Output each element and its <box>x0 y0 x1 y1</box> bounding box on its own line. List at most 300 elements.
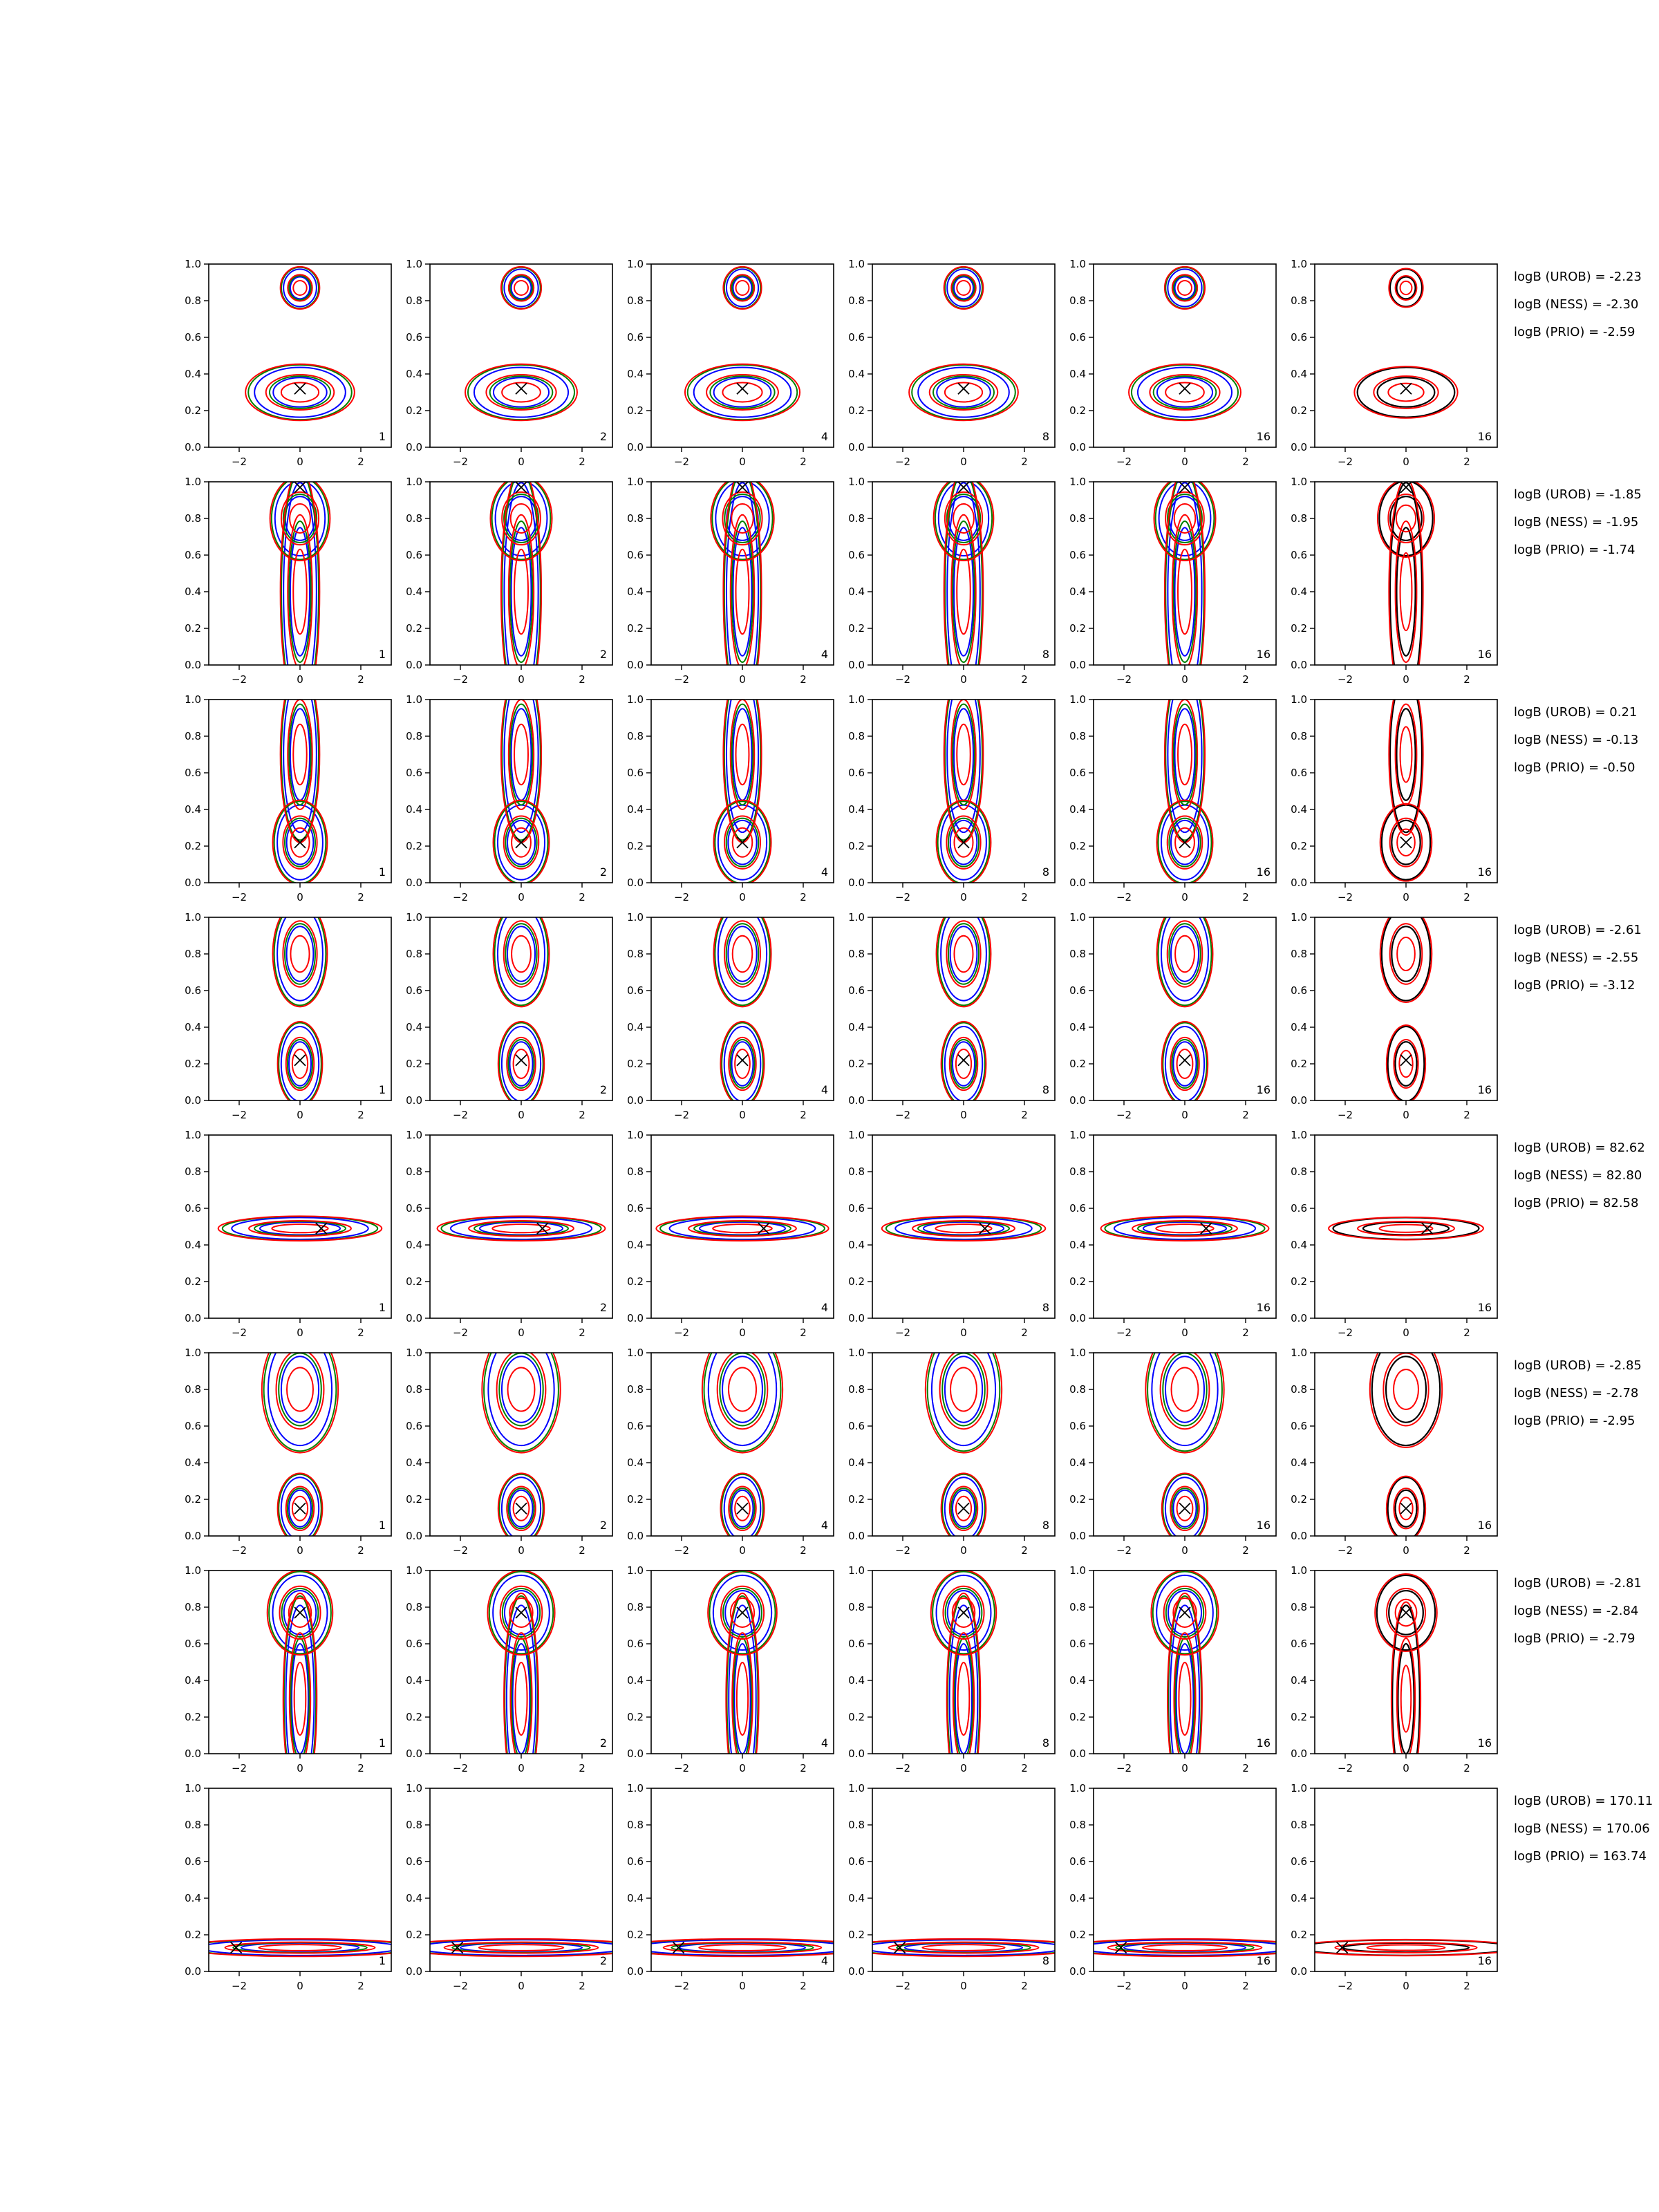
logb-prio-text: logB (PRIO) = 163.74 <box>1514 1849 1647 1864</box>
x-tick-label: 2 <box>357 1544 364 1557</box>
reference-contour-line <box>1396 709 1415 800</box>
ness-contour-line <box>1172 1040 1197 1088</box>
y-tick-label: 0.0 <box>627 1312 644 1324</box>
ness-contour-line <box>248 365 352 420</box>
panel-r1-c5 <box>1069 258 1276 468</box>
prio-contour-line <box>1172 274 1197 301</box>
x-tick-label: −2 <box>1116 1980 1132 1992</box>
true-value-marker <box>737 1055 748 1066</box>
prio-contour-line <box>656 1216 828 1241</box>
prio-contour-line <box>951 515 975 669</box>
true-value-marker <box>1201 1223 1212 1234</box>
x-tick-label: 0 <box>297 891 303 903</box>
y-tick-label: 0.2 <box>627 404 644 417</box>
x-tick-label: −2 <box>231 1980 247 1992</box>
true-value-marker <box>537 1223 548 1234</box>
panel-annotation: 16 <box>1256 865 1271 879</box>
y-tick-label: 0.0 <box>848 441 865 453</box>
panel-annotation: 4 <box>821 865 828 879</box>
y-tick-label: 0.6 <box>1291 331 1307 344</box>
y-tick-label: 1.0 <box>185 258 201 270</box>
true-value-marker <box>958 383 969 394</box>
x-tick-label: 0 <box>1403 1544 1409 1557</box>
y-tick-label: 0.0 <box>1291 659 1307 671</box>
ness-contour-line <box>724 669 760 841</box>
y-tick-label: 1.0 <box>627 693 644 706</box>
contour-group <box>909 267 1018 420</box>
x-tick-label: 2 <box>1021 456 1028 468</box>
panel-annotation: 16 <box>1477 430 1492 443</box>
panel-annotation: 8 <box>1042 1301 1049 1314</box>
contour-group <box>1293 1940 1519 1956</box>
prio-contour-line <box>281 267 320 309</box>
true-value-marker <box>1400 1503 1412 1514</box>
logb-prio-text: logB (PRIO) = -1.74 <box>1514 543 1635 557</box>
prio-contour-line <box>492 1224 550 1232</box>
y-tick-label: 0.6 <box>1291 767 1307 779</box>
prio-contour-line <box>1370 1331 1442 1447</box>
logb-ness-text: logB (NESS) = -2.30 <box>1514 297 1639 312</box>
prio-contour-line <box>218 1216 382 1241</box>
y-tick-label: 1.0 <box>848 1564 865 1577</box>
contour-group <box>926 1326 1002 1544</box>
y-tick-label: 1.0 <box>185 1782 201 1794</box>
panel-r5-c5 <box>1069 1129 1276 1339</box>
panel-annotation: 1 <box>378 430 386 443</box>
logb-prio-text: logB (PRIO) = -2.59 <box>1514 325 1635 339</box>
y-tick-label: 0.0 <box>848 1094 865 1107</box>
y-tick-label: 0.0 <box>627 1965 644 1978</box>
y-tick-label: 0.6 <box>848 331 865 344</box>
y-tick-label: 0.6 <box>627 549 644 561</box>
panel-r3-c3 <box>627 666 834 903</box>
y-tick-label: 0.8 <box>185 1165 201 1178</box>
x-tick-label: −2 <box>452 1762 469 1774</box>
y-tick-label: 0.8 <box>406 1165 422 1178</box>
panel-frame <box>1315 917 1497 1100</box>
reference-contour-line <box>1396 527 1415 656</box>
ness-contour-line <box>288 1040 312 1088</box>
prio-contour-line <box>293 281 306 295</box>
panel-annotation: 1 <box>378 1519 386 1532</box>
ness-contour-line <box>510 704 533 805</box>
panel-annotation: 4 <box>821 1301 828 1314</box>
x-tick-label: 0 <box>1181 456 1188 468</box>
prio-contour-line <box>512 936 531 972</box>
reference-contour-line <box>1382 907 1430 1000</box>
y-tick-label: 0.8 <box>406 730 422 742</box>
x-tick-label: 0 <box>739 1327 746 1339</box>
true-value-marker <box>737 383 748 394</box>
prio-contour-line <box>507 1038 536 1090</box>
prio-contour-line <box>1367 1945 1445 1951</box>
prio-contour-line <box>922 1944 1004 1951</box>
prio-contour-line <box>950 1368 977 1412</box>
prio-contour-line <box>1397 1638 1415 1759</box>
y-tick-label: 0.4 <box>848 1021 865 1033</box>
y-tick-label: 0.2 <box>1291 1058 1307 1070</box>
x-tick-label: 2 <box>357 456 364 468</box>
panel-annotation: 16 <box>1256 648 1271 661</box>
y-tick-label: 0.2 <box>627 1275 644 1288</box>
y-tick-label: 1.0 <box>627 1347 644 1359</box>
panel-r1-c1 <box>185 258 391 468</box>
contour-group <box>937 901 991 1106</box>
x-tick-label: 0 <box>518 891 525 903</box>
y-tick-label: 0.0 <box>1069 659 1086 671</box>
y-tick-label: 0.2 <box>1291 1275 1307 1288</box>
prio-contour-line <box>1154 476 1215 561</box>
prio-contour-line <box>281 383 319 402</box>
prio-contour-line <box>508 1368 535 1412</box>
prio-contour-line <box>1161 1350 1210 1429</box>
prio-contour-line <box>957 724 970 785</box>
prio-contour-line <box>1394 1369 1418 1409</box>
x-tick-label: 2 <box>1463 1109 1470 1121</box>
x-tick-label: 2 <box>800 1980 807 1992</box>
prio-contour-line <box>249 1221 351 1236</box>
ness-contour-line <box>732 704 753 805</box>
prio-contour-line <box>479 1944 563 1951</box>
prio-contour-line <box>514 724 528 785</box>
x-tick-label: 2 <box>1021 1980 1028 1992</box>
prio-contour-line <box>292 1049 308 1078</box>
x-tick-label: 0 <box>1403 1327 1409 1339</box>
prio-contour-line <box>940 1350 988 1429</box>
y-tick-label: 1.0 <box>627 911 644 924</box>
panel-frame <box>430 917 612 1100</box>
logb-prio-text: logB (PRIO) = -3.12 <box>1514 978 1635 993</box>
reference-contour-line <box>1358 367 1455 417</box>
y-tick-label: 0.2 <box>1069 622 1086 635</box>
ness-contour-line <box>1165 669 1204 841</box>
y-tick-label: 1.0 <box>848 911 865 924</box>
x-tick-label: 0 <box>518 1109 525 1121</box>
x-tick-label: −2 <box>1337 1109 1353 1121</box>
prio-contour-line <box>514 550 528 634</box>
panel-annotation: 16 <box>1477 865 1492 879</box>
y-tick-label: 1.0 <box>406 258 422 270</box>
y-tick-label: 1.0 <box>627 476 644 488</box>
panel-annotation: 1 <box>378 1954 386 1967</box>
y-tick-label: 1.0 <box>1069 1129 1086 1141</box>
contour-group <box>465 267 577 420</box>
panel-annotation: 2 <box>599 1083 607 1096</box>
x-tick-label: −2 <box>231 1327 247 1339</box>
ness-contour-line <box>938 903 990 1006</box>
x-tick-label: −2 <box>452 891 469 903</box>
y-tick-label: 0.2 <box>1069 1058 1086 1070</box>
ness-contour-line <box>499 1023 543 1105</box>
ness-contour-line <box>1138 1221 1232 1235</box>
prio-contour-line <box>1145 1326 1224 1452</box>
y-tick-label: 0.0 <box>185 1312 201 1324</box>
y-tick-label: 1.0 <box>1291 258 1307 270</box>
x-tick-label: 0 <box>960 1762 967 1774</box>
prio-contour-line <box>1389 268 1423 307</box>
y-tick-label: 0.4 <box>627 1892 644 1904</box>
y-tick-label: 0.0 <box>406 1094 422 1107</box>
x-tick-label: 0 <box>1181 1762 1188 1774</box>
y-tick-label: 0.8 <box>1291 1165 1307 1178</box>
prio-contour-line <box>1172 700 1197 809</box>
y-tick-label: 0.8 <box>1291 730 1307 742</box>
ness-contour-line <box>945 268 982 308</box>
y-tick-label: 0.4 <box>406 1456 422 1469</box>
y-tick-label: 1.0 <box>1291 1129 1307 1141</box>
x-tick-label: −2 <box>894 1544 911 1557</box>
panel-r5-c1 <box>185 1129 391 1339</box>
y-tick-label: 1.0 <box>627 1782 644 1794</box>
ness-contour-line <box>502 669 541 841</box>
y-tick-label: 0.8 <box>627 294 644 307</box>
panel-r2-c2 <box>406 469 612 715</box>
y-tick-label: 1.0 <box>1069 476 1086 488</box>
panel-annotation: 2 <box>599 865 607 879</box>
panel-r2-c5 <box>1069 469 1276 715</box>
prio-contour-line <box>912 1221 1015 1236</box>
contour-group <box>245 267 355 420</box>
y-tick-label: 1.0 <box>185 1347 201 1359</box>
prio-contour-line <box>283 921 317 986</box>
panel-r4-c6 <box>1291 906 1497 1121</box>
x-tick-label: 0 <box>1181 1544 1188 1557</box>
y-tick-label: 0.2 <box>627 1929 644 1941</box>
prio-contour-line <box>1335 1942 1477 1953</box>
ness-contour-line <box>730 1040 754 1088</box>
ness-contour-line <box>264 1328 337 1451</box>
x-tick-label: 0 <box>1181 1109 1188 1121</box>
y-tick-label: 0.8 <box>185 948 201 960</box>
y-tick-label: 0.4 <box>185 1674 201 1687</box>
true-value-marker <box>294 837 306 848</box>
panel-annotation: 1 <box>378 1301 386 1314</box>
y-tick-label: 0.4 <box>627 1021 644 1033</box>
true-value-marker <box>1400 1607 1412 1618</box>
prio-contour-line <box>288 274 312 301</box>
ness-contour-line <box>951 1040 976 1088</box>
prio-contour-line <box>956 1049 971 1078</box>
y-tick-label: 0.6 <box>1291 984 1307 997</box>
true-value-marker <box>737 1607 748 1618</box>
prio-contour-line <box>1156 1224 1213 1232</box>
logb-ness-text: logB (NESS) = -2.78 <box>1514 1386 1639 1400</box>
y-tick-label: 0.6 <box>1291 1420 1307 1432</box>
y-tick-label: 0.6 <box>406 331 422 344</box>
prio-contour-line <box>486 375 556 410</box>
y-tick-label: 0.0 <box>1069 1965 1086 1978</box>
ness-contour-line <box>468 365 574 420</box>
true-value-marker <box>516 837 527 848</box>
y-tick-label: 0.2 <box>1069 1275 1086 1288</box>
ness-contour-line <box>270 376 330 409</box>
panel-r6-c4 <box>848 1326 1055 1557</box>
prio-contour-line <box>720 1022 764 1106</box>
y-tick-label: 0.0 <box>1291 877 1307 889</box>
panel-frame <box>209 700 391 883</box>
prio-contour-line <box>1178 724 1192 785</box>
prio-contour-line <box>1383 1353 1428 1426</box>
panel-annotation: 2 <box>599 1954 607 1967</box>
x-tick-label: −2 <box>673 1109 690 1121</box>
y-tick-label: 0.2 <box>1291 840 1307 852</box>
y-tick-label: 0.6 <box>1069 984 1086 997</box>
panel-annotation: 8 <box>1042 648 1049 661</box>
ness-contour-line <box>935 478 992 560</box>
panel-r4-c3 <box>627 901 834 1121</box>
prio-contour-line <box>438 1216 606 1241</box>
ness-contour-line <box>290 1638 309 1759</box>
ness-contour-line <box>279 1353 321 1426</box>
y-tick-label: 0.8 <box>1069 1601 1086 1613</box>
panel-annotation: 2 <box>599 430 607 443</box>
y-tick-label: 0.2 <box>406 1929 422 1941</box>
panel-frame <box>209 917 391 1100</box>
y-tick-label: 0.4 <box>406 368 422 380</box>
y-tick-label: 0.0 <box>185 1094 201 1107</box>
prio-contour-line <box>706 375 778 410</box>
y-tick-label: 0.6 <box>1069 1638 1086 1650</box>
y-tick-label: 0.0 <box>406 441 422 453</box>
panel-frame <box>651 917 834 1100</box>
x-tick-label: 2 <box>1242 673 1249 686</box>
reference-contour-line <box>1372 1333 1440 1445</box>
prio-contour-line <box>735 1049 750 1078</box>
y-tick-label: 0.2 <box>185 622 201 635</box>
y-tick-label: 0.4 <box>1291 585 1307 598</box>
ness-contour-line <box>688 365 798 420</box>
ness-contour-line <box>1158 903 1211 1006</box>
y-tick-label: 0.2 <box>406 1711 422 1723</box>
x-tick-label: 0 <box>960 1109 967 1121</box>
panel-frame <box>430 482 612 665</box>
y-tick-label: 0.8 <box>627 512 644 525</box>
y-tick-label: 0.6 <box>185 1638 201 1650</box>
y-tick-label: 1.0 <box>848 1129 865 1141</box>
x-tick-label: −2 <box>452 456 469 468</box>
y-tick-label: 0.6 <box>1291 1638 1307 1650</box>
panel-annotation: 2 <box>599 648 607 661</box>
y-tick-label: 1.0 <box>406 693 422 706</box>
y-tick-label: 0.8 <box>627 948 644 960</box>
x-tick-label: −2 <box>673 891 690 903</box>
panel-r2-c6 <box>1291 476 1497 704</box>
y-tick-label: 0.6 <box>185 984 201 997</box>
x-tick-label: −2 <box>1337 891 1353 903</box>
y-tick-label: 0.0 <box>185 1530 201 1542</box>
ness-contour-line <box>918 1221 1009 1235</box>
panel-r8-c4 <box>844 1782 1084 1992</box>
true-value-marker <box>1116 1942 1127 1953</box>
ness-contour-line <box>492 478 551 560</box>
x-tick-label: 2 <box>357 1109 364 1121</box>
y-tick-label: 0.2 <box>627 1493 644 1506</box>
prio-contour-line <box>688 1221 796 1236</box>
y-tick-label: 0.0 <box>1069 1530 1086 1542</box>
y-tick-label: 0.8 <box>185 730 201 742</box>
y-tick-label: 0.4 <box>848 585 865 598</box>
prio-contour-line <box>509 274 534 301</box>
x-tick-label: 0 <box>1403 456 1409 468</box>
contour-group <box>398 1939 644 1956</box>
y-tick-label: 0.2 <box>627 1711 644 1723</box>
ness-contour-line <box>1165 268 1204 308</box>
prio-contour-line <box>262 1326 338 1452</box>
y-tick-label: 0.6 <box>406 767 422 779</box>
true-value-marker <box>958 1055 969 1066</box>
y-tick-label: 0.8 <box>627 1819 644 1831</box>
y-tick-label: 0.2 <box>1291 1929 1307 1941</box>
contour-group <box>1354 268 1457 418</box>
prio-contour-line <box>731 274 754 301</box>
x-tick-label: −2 <box>673 1544 690 1557</box>
y-tick-label: 0.2 <box>1291 622 1307 635</box>
x-tick-label: 2 <box>1021 1762 1028 1774</box>
y-tick-label: 1.0 <box>185 1129 201 1141</box>
y-tick-label: 0.6 <box>185 1202 201 1215</box>
y-tick-label: 0.6 <box>848 549 865 561</box>
prio-contour-line <box>266 375 335 410</box>
prio-contour-line <box>501 267 541 309</box>
y-tick-label: 0.0 <box>1291 441 1307 453</box>
y-tick-label: 0.0 <box>406 659 422 671</box>
x-tick-label: 2 <box>579 1544 585 1557</box>
x-tick-label: 0 <box>739 673 746 686</box>
y-tick-label: 0.4 <box>1291 1674 1307 1687</box>
true-value-marker <box>516 1503 527 1514</box>
panel-r4-c2 <box>406 901 612 1121</box>
contour-group <box>218 1216 382 1241</box>
y-tick-label: 0.2 <box>185 1929 201 1941</box>
y-tick-label: 0.8 <box>627 1383 644 1396</box>
ness-contour-line <box>886 1217 1041 1241</box>
prio-contour-line <box>270 476 330 561</box>
prio-contour-line <box>1162 1022 1208 1106</box>
x-tick-label: −2 <box>894 1980 911 1992</box>
y-tick-label: 0.6 <box>406 1638 422 1650</box>
y-tick-label: 0.0 <box>1069 1094 1086 1107</box>
prio-contour-line <box>729 1038 756 1090</box>
y-tick-label: 1.0 <box>1291 1564 1307 1577</box>
prio-contour-line <box>731 700 754 809</box>
panel-r5-c2 <box>406 1129 612 1339</box>
ness-contour-line <box>1156 478 1215 560</box>
ness-contour-line <box>660 1217 825 1241</box>
prio-contour-line <box>1174 1633 1195 1765</box>
y-tick-label: 0.2 <box>185 404 201 417</box>
y-tick-label: 0.4 <box>1069 1021 1086 1033</box>
panel-r6-c5 <box>1069 1326 1276 1557</box>
true-value-marker <box>1337 1942 1348 1953</box>
panel-frame <box>430 1135 612 1318</box>
y-tick-label: 0.6 <box>627 984 644 997</box>
true-value-marker <box>958 482 969 493</box>
y-tick-label: 0.2 <box>185 1493 201 1506</box>
y-tick-label: 0.4 <box>1291 1892 1307 1904</box>
x-tick-label: −2 <box>1116 1327 1132 1339</box>
x-tick-label: 2 <box>800 1327 807 1339</box>
y-tick-label: 0.8 <box>1069 1819 1086 1831</box>
y-tick-label: 0.2 <box>848 1058 865 1070</box>
logb-urob-text: logB (UROB) = -2.61 <box>1514 923 1642 937</box>
prio-contour-line <box>1396 276 1417 300</box>
prio-contour-line <box>497 1350 546 1429</box>
y-tick-label: 0.8 <box>1291 294 1307 307</box>
panel-annotation: 8 <box>1042 1083 1049 1096</box>
prio-contour-line <box>731 515 754 669</box>
prio-contour-line <box>465 364 577 420</box>
y-tick-label: 0.0 <box>1069 1747 1086 1760</box>
